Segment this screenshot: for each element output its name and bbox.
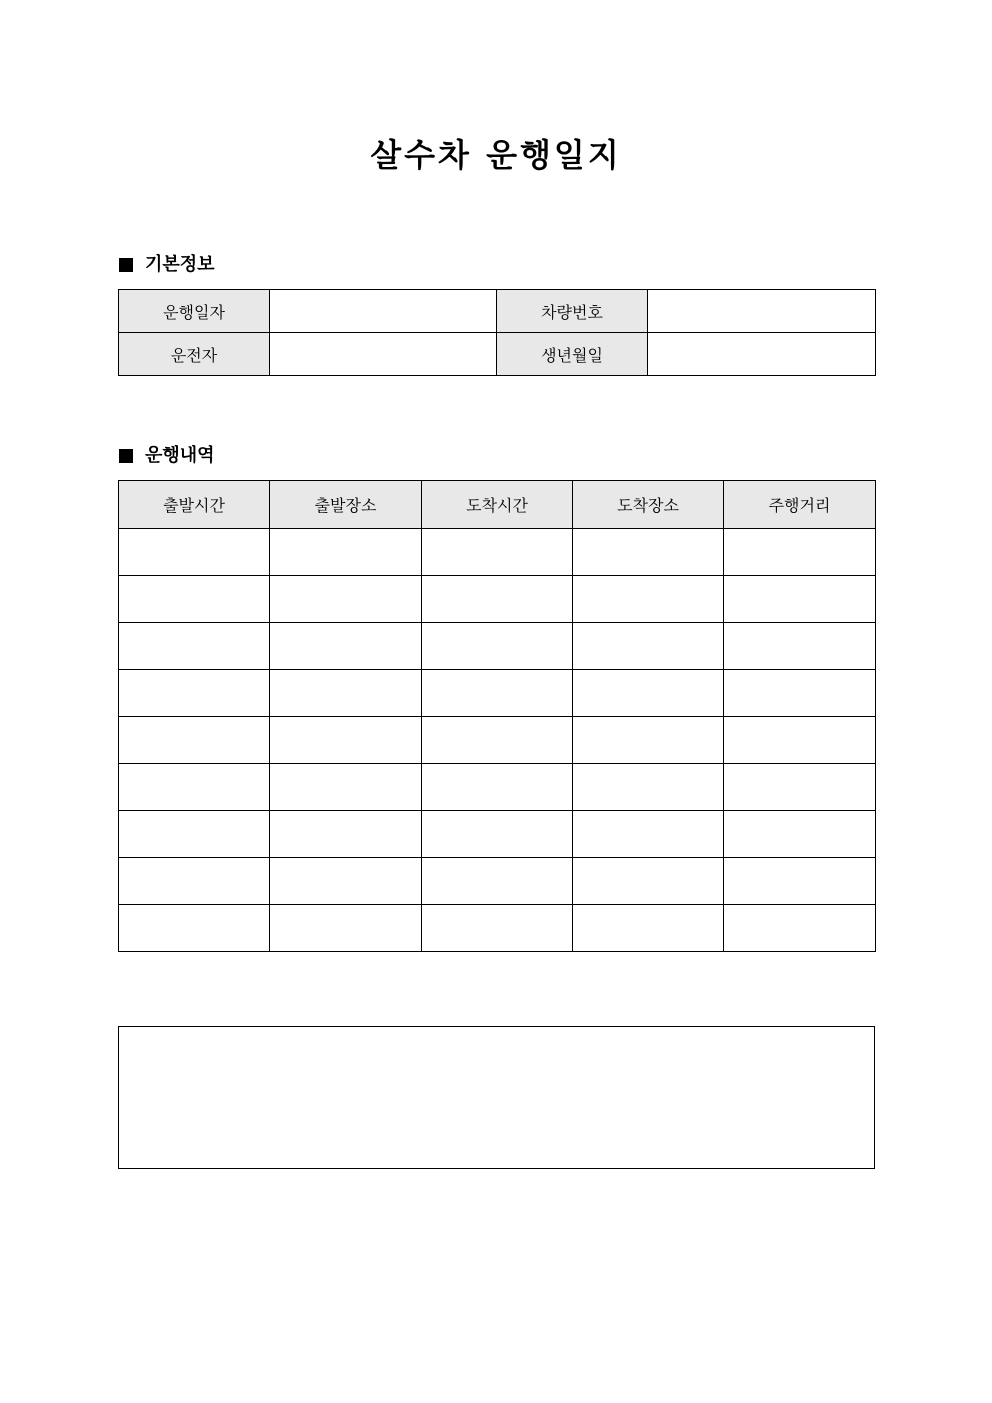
cell-departure-time[interactable] <box>119 717 270 764</box>
cell-arrival-time[interactable] <box>422 529 573 576</box>
cell-departure-place[interactable] <box>270 764 422 811</box>
cell-arrival-time[interactable] <box>422 717 573 764</box>
square-bullet-icon <box>119 449 133 463</box>
cell-distance[interactable] <box>724 717 876 764</box>
document-title: 살수차 운행일지 <box>370 136 622 174</box>
cell-departure-place[interactable] <box>270 811 422 858</box>
column-header-arrival-time: 도착시간 <box>422 481 573 529</box>
field-date[interactable] <box>270 290 497 333</box>
basic-info-table <box>118 289 876 376</box>
section-heading-operation-log <box>119 444 215 468</box>
cell-arrival-place[interactable] <box>573 529 724 576</box>
cell-distance[interactable] <box>724 670 876 717</box>
cell-departure-place[interactable] <box>270 670 422 717</box>
label-vehicle-no: 차량번호 <box>497 290 648 333</box>
cell-distance[interactable] <box>724 811 876 858</box>
cell-departure-place[interactable] <box>270 576 422 623</box>
cell-distance[interactable] <box>724 905 876 952</box>
column-header-distance: 주행거리 <box>724 481 876 529</box>
cell-departure-time[interactable] <box>119 811 270 858</box>
cell-arrival-time[interactable] <box>422 623 573 670</box>
table-row <box>119 529 876 576</box>
cell-departure-time[interactable] <box>119 764 270 811</box>
label-date: 운행일자 <box>119 290 270 333</box>
cell-departure-place[interactable] <box>270 905 422 952</box>
section-heading-basic-info <box>119 253 215 277</box>
table-row <box>119 811 876 858</box>
cell-arrival-time[interactable] <box>422 858 573 905</box>
section-heading-text: 기본정보 <box>145 254 215 275</box>
table-row <box>119 858 876 905</box>
cell-arrival-time[interactable] <box>422 811 573 858</box>
field-vehicle-no[interactable] <box>648 290 876 333</box>
cell-departure-place[interactable] <box>270 529 422 576</box>
cell-arrival-place[interactable] <box>573 858 724 905</box>
cell-departure-time[interactable] <box>119 576 270 623</box>
label-driver: 운전자 <box>119 333 270 376</box>
cell-arrival-place[interactable] <box>573 670 724 717</box>
cell-departure-place[interactable] <box>270 623 422 670</box>
cell-arrival-place[interactable] <box>573 764 724 811</box>
cell-arrival-place[interactable] <box>573 811 724 858</box>
cell-departure-time[interactable] <box>119 529 270 576</box>
cell-departure-time[interactable] <box>119 623 270 670</box>
cell-distance[interactable] <box>724 764 876 811</box>
table-row <box>119 764 876 811</box>
cell-arrival-place[interactable] <box>573 905 724 952</box>
cell-arrival-place[interactable] <box>573 576 724 623</box>
table-row <box>119 670 876 717</box>
square-bullet-icon <box>119 258 133 272</box>
field-birthdate[interactable] <box>648 333 876 376</box>
cell-distance[interactable] <box>724 858 876 905</box>
cell-departure-time[interactable] <box>119 858 270 905</box>
cell-departure-time[interactable] <box>119 905 270 952</box>
column-header-arrival-place: 도착장소 <box>573 481 724 529</box>
table-row <box>119 576 876 623</box>
table-row <box>119 333 876 376</box>
table-row <box>119 905 876 952</box>
cell-departure-place[interactable] <box>270 858 422 905</box>
cell-departure-place[interactable] <box>270 717 422 764</box>
table-header-row <box>119 481 876 529</box>
cell-arrival-time[interactable] <box>422 905 573 952</box>
table-row <box>119 717 876 764</box>
table-row <box>119 623 876 670</box>
operation-log-table <box>118 480 876 952</box>
label-birthdate: 생년월일 <box>497 333 648 376</box>
cell-distance[interactable] <box>724 623 876 670</box>
column-header-departure-place: 출발장소 <box>270 481 422 529</box>
cell-arrival-time[interactable] <box>422 670 573 717</box>
field-driver[interactable] <box>270 333 497 376</box>
cell-arrival-time[interactable] <box>422 764 573 811</box>
cell-arrival-time[interactable] <box>422 576 573 623</box>
cell-arrival-place[interactable] <box>573 717 724 764</box>
column-header-departure-time: 출발시간 <box>119 481 270 529</box>
operation-log-body <box>119 529 876 952</box>
section-heading-text: 운행내역 <box>145 445 215 466</box>
table-row <box>119 290 876 333</box>
cell-distance[interactable] <box>724 529 876 576</box>
cell-arrival-place[interactable] <box>573 623 724 670</box>
memo-box[interactable] <box>118 1026 875 1169</box>
cell-departure-time[interactable] <box>119 670 270 717</box>
cell-distance[interactable] <box>724 576 876 623</box>
